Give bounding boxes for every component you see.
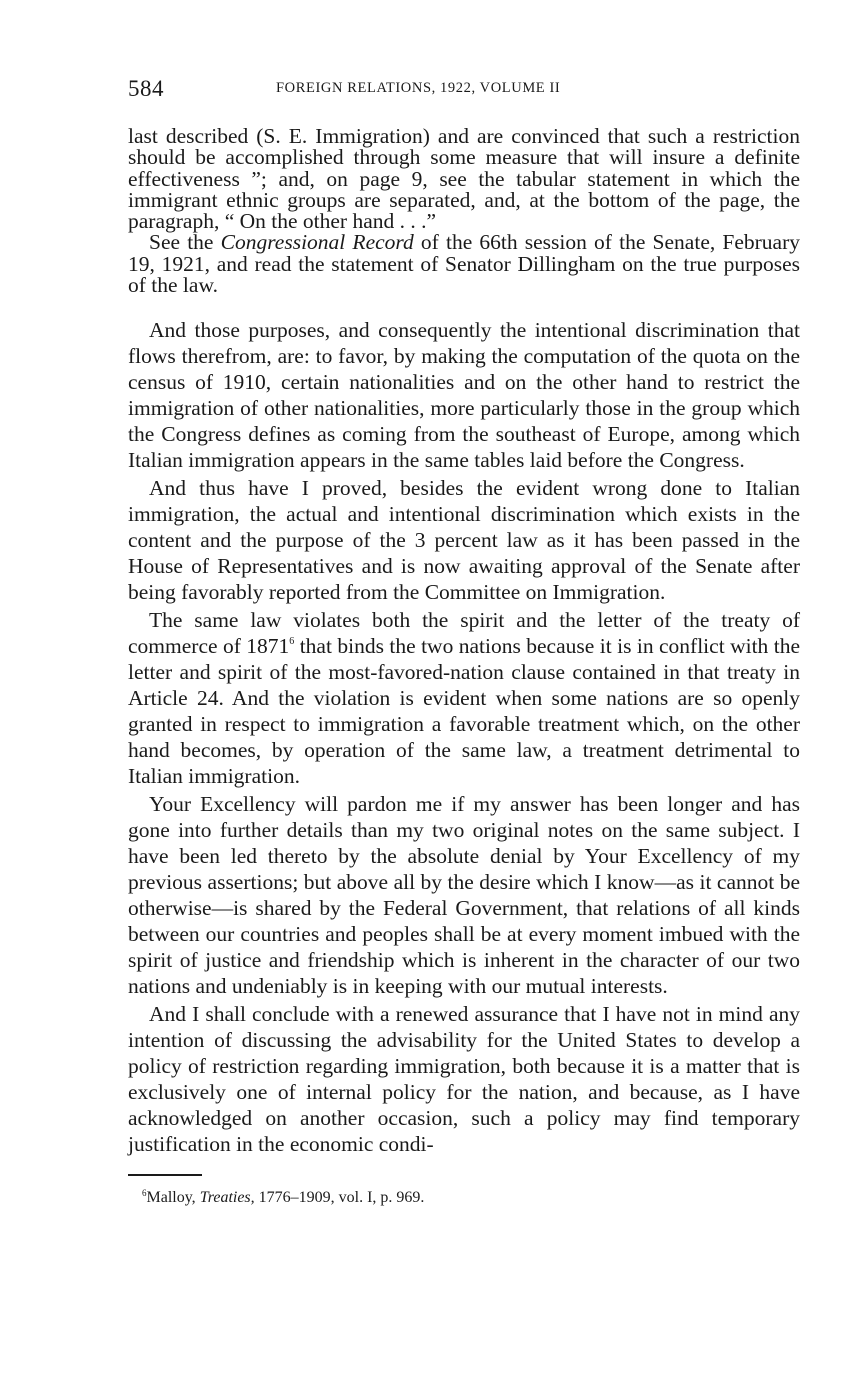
footnote-italic-title: Treaties, <box>199 1189 255 1207</box>
page-number: 584 <box>128 76 164 101</box>
body-paragraph: And thus have I proved, besides the evident wrong done to Italian immigration, the actual and intentional discrimination which exists in the content and the purpose of the 3 percent law as it has been passed in the House of Representatives and is now awaiting approval of the Senate after being favorably reported from the Committee on Immigration. <box>128 476 800 605</box>
quoted-paragraph-congressional-record <box>128 232 800 296</box>
letter-body <box>128 317 800 1157</box>
text-run: The same law violates both the spirit and the letter of the treaty of commerce of 1871 <box>128 608 800 659</box>
body-paragraph: Your Excellency will pardon me if my answer has been longer and has gone into further details than my two original notes on the same subject. I have been led thereto by the absolute denial by Your Excellency of my previous assertions; but above all by the desire which I know—as it cannot be otherwise—is shared by the Federal Government, that relations of all kinds between our countries and peoples shall be at every moment imbued with the spirit of justice and friendship which is inherent in the character of our two nations and undeniably is in keeping with our mutual interests. <box>128 792 800 999</box>
running-title: FOREIGN RELATIONS, 1922, VOLUME II <box>276 80 561 96</box>
body-paragraph: And those purposes, and consequently the intentional discrimination that flows therefrom, are: to favor, by making the computation of the quota on the census of 1910, certain nationalities and on the other hand to restrict the immigration of other nationalities, more particularly those in the group which the Congress defines as coming from the southeast of Europe, among which Italian immigration appears in the same tables laid before the Congress. <box>128 318 800 473</box>
text-run: See the <box>149 230 221 255</box>
quoted-paragraph: last described (S. E. Immigration) and are convinced that such a restriction should be accomplished through some measure that will insure a definite effectiveness ”; and, on page 9, see the tabular statement in which the immigrant ethnic groups are separated, and, at the bottom of the page, the paragraph, “ On the other hand . . .” <box>128 124 800 234</box>
body-paragraph <box>128 607 800 789</box>
publication-title: Congressional Record <box>220 230 414 255</box>
text-run: Malloy, <box>146 1189 200 1207</box>
quoted-enclosure-text <box>128 126 800 296</box>
body-paragraph: And I shall conclude with a renewed assurance that I have not in mind any intention of discussing the advisability for the United States to develop a policy of restriction regarding immigration, both because it is a matter that is exclusively one of internal policy for the nation, and because, as I have acknowledged on another occasion, such a policy may find temporary justification in the economic condi- <box>128 1002 800 1157</box>
footnote-marker: 6 <box>142 1188 147 1199</box>
text-run: that binds the two nations because it is in conflict with the letter and spirit of the most-favored-nation clause contained in that treaty in Article 24. And the violation is evident when some nations are so openly granted in respect to immigration a favorable treatment which, on the other hand becomes, by operation of the same law, a treatment detrimental to Italian immigration. <box>128 634 800 789</box>
footnote-reference[interactable]: 6 <box>289 636 295 648</box>
running-head <box>128 72 800 108</box>
text-run: 1776–1909, vol. I, p. 969. <box>254 1189 425 1207</box>
footnote <box>142 1188 800 1208</box>
document-page <box>128 72 800 1208</box>
footnote-divider <box>128 1174 202 1176</box>
text-run: of the 66th session of the Senate, February 19, 1921, and read the statement of Senator Dillingham on the true purposes of the law. <box>128 230 801 298</box>
